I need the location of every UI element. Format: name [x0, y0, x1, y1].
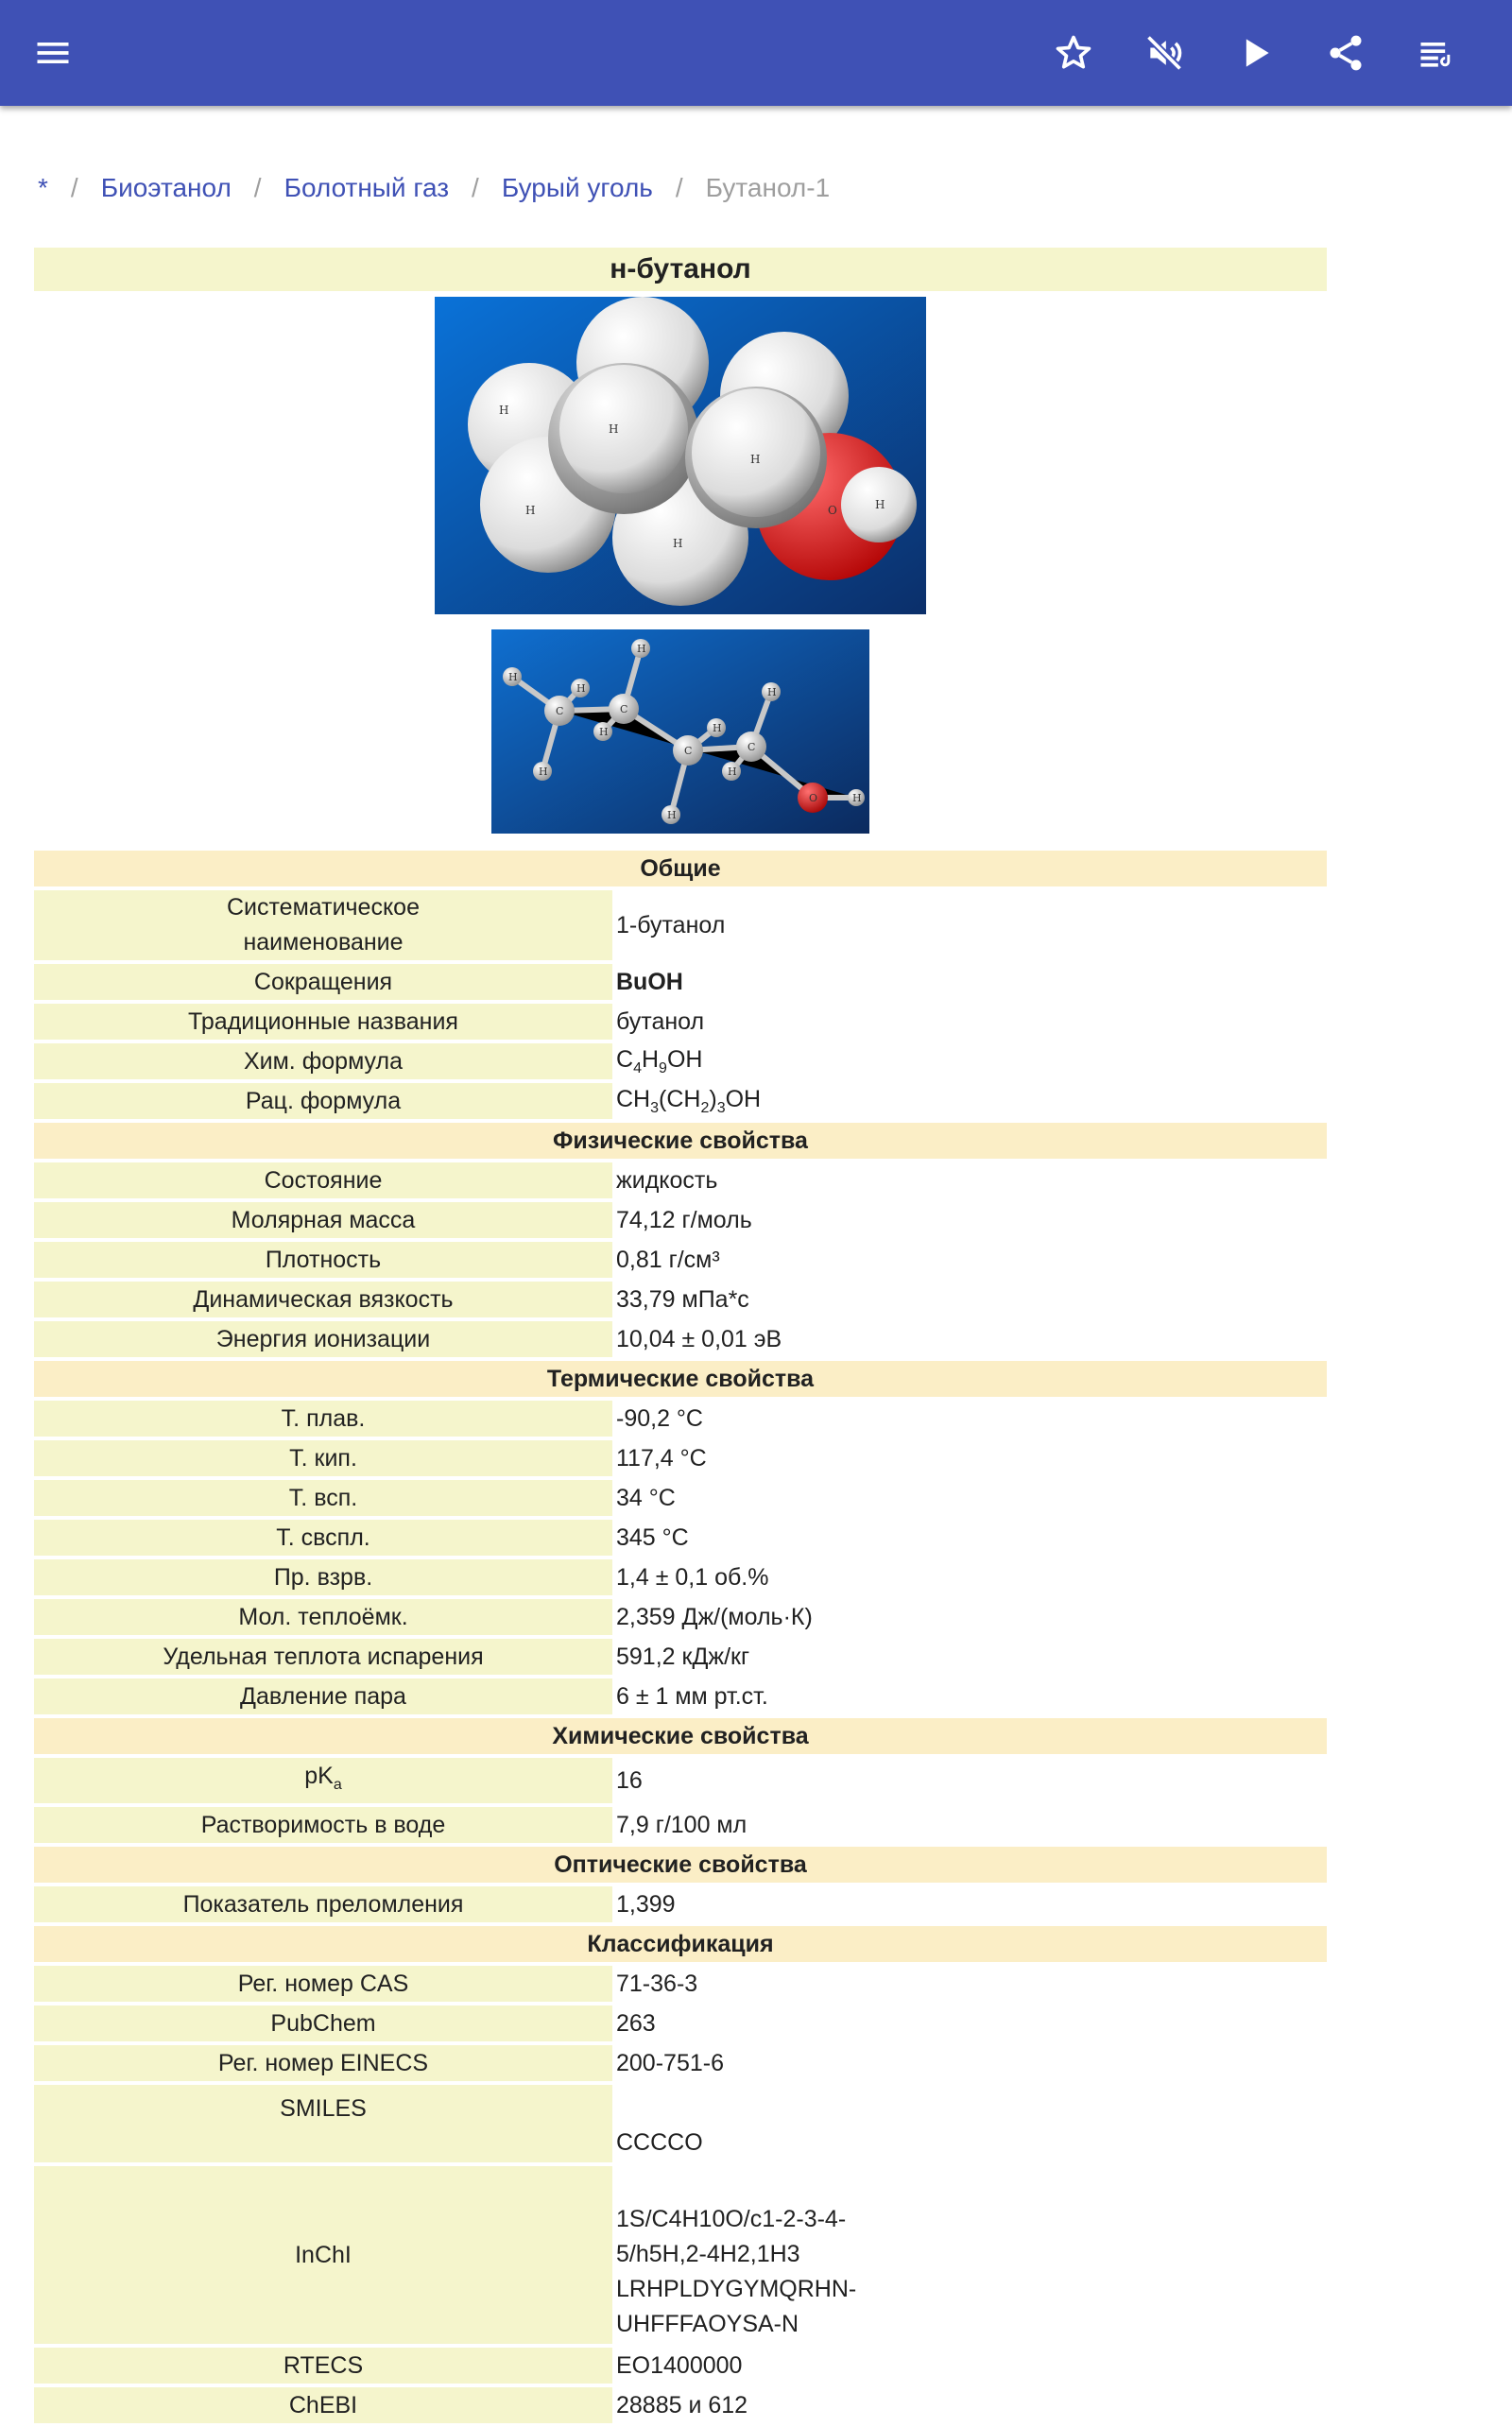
- molar-mass-value: 74,12 г/моль: [612, 1202, 1327, 1238]
- section-optical: Оптические свойства: [34, 1847, 1327, 1883]
- solubility-label: Растворимость в воде: [34, 1807, 612, 1843]
- traditional-names-label: Традиционные названия: [34, 1004, 612, 1040]
- breadcrumb-bioethanol[interactable]: Биоэтанол: [100, 173, 232, 202]
- menu-icon[interactable]: [26, 26, 79, 79]
- svg-text:H: H: [767, 686, 777, 698]
- svg-text:O: O: [809, 792, 818, 804]
- state-label: Состояние: [34, 1162, 612, 1198]
- table-row: [34, 1559, 1327, 1595]
- table-row: [34, 1004, 1327, 1040]
- table-row: [34, 2005, 1327, 2041]
- svg-text:C: C: [620, 703, 628, 715]
- space-filling-model-image[interactable]: [435, 297, 926, 614]
- svg-text:H: H: [539, 766, 548, 778]
- table-row: [34, 1886, 1327, 1922]
- svg-text:C: C: [684, 745, 693, 757]
- breadcrumb: [38, 166, 830, 210]
- table-row: [34, 2045, 1327, 2081]
- svg-text:H: H: [599, 726, 609, 738]
- abbreviations-value: BuOH: [612, 964, 1327, 1000]
- section-chemical: Химические свойства: [34, 1718, 1327, 1754]
- svg-text:H: H: [728, 766, 737, 778]
- svg-text:H: H: [750, 453, 761, 466]
- table-row: [34, 1242, 1327, 1278]
- ionization-energy-label: Энергия ионизации: [34, 1321, 612, 1357]
- vaporization-heat-label: Удельная теплота испарения: [34, 1639, 612, 1675]
- table-row: [34, 890, 1327, 960]
- share-icon[interactable]: [1319, 26, 1372, 79]
- svg-text:H: H: [508, 671, 518, 683]
- ionization-energy-value: 10,04 ± 0,01 эВ: [612, 1321, 1327, 1357]
- properties-table: [34, 847, 1327, 2427]
- breadcrumb-separator: /: [253, 173, 262, 202]
- boiling-point-value: 117,4 °C: [612, 1440, 1327, 1476]
- star-icon[interactable]: [1047, 26, 1100, 79]
- vaporization-heat-value: 591,2 кДж/кг: [612, 1639, 1327, 1675]
- table-row: [34, 1043, 1327, 1079]
- rtecs-value: EO1400000: [612, 2348, 1327, 2384]
- inchi-label: InChI: [34, 2166, 612, 2344]
- play-icon[interactable]: [1228, 26, 1281, 79]
- svg-text:H: H: [713, 722, 722, 734]
- table-row: [34, 1966, 1327, 2002]
- svg-text:H: H: [875, 498, 885, 511]
- breadcrumb-separator: /: [70, 173, 78, 202]
- breadcrumb-separator: /: [472, 173, 479, 202]
- svg-text:H: H: [673, 537, 683, 550]
- table-row: [34, 2348, 1327, 2384]
- vapor-pressure-value: 6 ± 1 мм рт.ст.: [612, 1678, 1327, 1714]
- systematic-name-value: 1-бутанол: [612, 890, 1327, 960]
- table-row: [34, 1401, 1327, 1437]
- refractive-index-value: 1,399: [612, 1886, 1327, 1922]
- molar-mass-label: Молярная масса: [34, 1202, 612, 1238]
- rtecs-label: RTECS: [34, 2348, 612, 2384]
- autoignition-label: Т. свспл.: [34, 1520, 612, 1556]
- volume-off-icon[interactable]: [1138, 26, 1191, 79]
- einecs-value: 200-751-6: [612, 2045, 1327, 2081]
- table-row: [34, 2166, 1327, 2344]
- table-row: [34, 1807, 1327, 1843]
- explosive-limits-value: 1,4 ± 0,1 об.%: [612, 1559, 1327, 1595]
- flash-point-value: 34 °C: [612, 1480, 1327, 1516]
- breadcrumb-current: Бутанол-1: [705, 173, 831, 202]
- pubchem-label: PubChem: [34, 2005, 612, 2041]
- svg-text:H: H: [637, 643, 646, 655]
- pka-value: 16: [612, 1758, 1327, 1803]
- melting-point-label: Т. плав.: [34, 1401, 612, 1437]
- cas-label: Рег. номер CAS: [34, 1966, 612, 2002]
- breadcrumb-marsh-gas[interactable]: Болотный газ: [284, 173, 450, 202]
- breadcrumb-brown-coal[interactable]: Бурый уголь: [501, 173, 653, 202]
- inchi-value: 1S/C4H10O/c1-2-3-4- 5/h5H,2-4H2,1H3 LRHPLDYGYMQRHN- UHFFFAOYSA-N: [612, 2166, 1327, 2344]
- flash-point-label: Т. всп.: [34, 1480, 612, 1516]
- rational-formula-value: $CH_3(CH_2)_3OH$: [612, 1083, 1327, 1119]
- smiles-label: SMILES: [34, 2085, 612, 2162]
- traditional-names-value: бутанол: [612, 1004, 1327, 1040]
- viscosity-label: Динамическая вязкость: [34, 1282, 612, 1317]
- boiling-point-label: Т. кип.: [34, 1440, 612, 1476]
- table-row: [34, 1480, 1327, 1516]
- table-row: [34, 1282, 1327, 1317]
- infobox-title: н-бутанол: [34, 248, 1327, 291]
- heat-capacity-value: 2,359 Дж/(моль·К): [612, 1599, 1327, 1635]
- chem-formula-value: $C_4H_9OH$: [612, 1043, 1327, 1079]
- table-row: [34, 1639, 1327, 1675]
- breadcrumb-separator: /: [675, 173, 683, 202]
- viscosity-value: 33,79 мПа*с: [612, 1282, 1327, 1317]
- svg-text:H: H: [667, 809, 677, 821]
- table-row: [34, 1599, 1327, 1635]
- table-row: [34, 1520, 1327, 1556]
- svg-text:H: H: [499, 404, 509, 417]
- section-classification: Классификация: [34, 1926, 1327, 1962]
- table-row: [34, 1162, 1327, 1198]
- svg-text:H: H: [852, 792, 862, 804]
- playlist-icon[interactable]: [1410, 26, 1463, 79]
- pubchem-value: 263: [612, 2005, 1327, 2041]
- heat-capacity-label: Мол. теплоёмк.: [34, 1599, 612, 1635]
- chebi-label: ChEBI: [34, 2387, 612, 2423]
- systematic-name-label: Систематическое наименование: [34, 890, 612, 960]
- ball-and-stick-model-image[interactable]: [491, 629, 869, 834]
- section-thermal: Термические свойства: [34, 1361, 1327, 1397]
- vapor-pressure-label: Давление пара: [34, 1678, 612, 1714]
- table-row: [34, 2085, 1327, 2162]
- svg-text:H: H: [525, 504, 536, 517]
- density-label: Плотность: [34, 1242, 612, 1278]
- melting-point-value: -90,2 °C: [612, 1401, 1327, 1437]
- pka-label: $pK_a$: [34, 1758, 612, 1803]
- explosive-limits-label: Пр. взрв.: [34, 1559, 612, 1595]
- svg-text:C: C: [747, 741, 756, 753]
- svg-text:O: O: [828, 504, 837, 517]
- state-value: жидкость: [612, 1162, 1327, 1198]
- chem-formula-label: Хим. формула: [34, 1043, 612, 1079]
- table-row: [34, 1321, 1327, 1357]
- rational-formula-label: Рац. формула: [34, 1083, 612, 1119]
- autoignition-value: 345 °C: [612, 1520, 1327, 1556]
- svg-text:H: H: [609, 422, 619, 436]
- table-row: [34, 1758, 1327, 1803]
- table-row: [34, 1440, 1327, 1476]
- solubility-value: 7,9 г/100 мл: [612, 1807, 1327, 1843]
- table-row: [34, 1202, 1327, 1238]
- cas-value: 71-36-3: [612, 1966, 1327, 2002]
- einecs-label: Рег. номер EINECS: [34, 2045, 612, 2081]
- table-row: [34, 964, 1327, 1000]
- refractive-index-label: Показатель преломления: [34, 1886, 612, 1922]
- svg-text:H: H: [576, 682, 586, 695]
- table-row: [34, 1678, 1327, 1714]
- chebi-value: 28885 и 612: [612, 2387, 1327, 2423]
- density-value: 0,81 г/см³: [612, 1242, 1327, 1278]
- breadcrumb-home[interactable]: *: [38, 173, 48, 202]
- smiles-value: CCCCO: [612, 2085, 1327, 2162]
- infobox: [34, 248, 1327, 2418]
- table-row: [34, 1083, 1327, 1119]
- app-bar: [0, 0, 1512, 106]
- svg-text:C: C: [556, 705, 564, 717]
- section-physical: Физические свойства: [34, 1123, 1327, 1159]
- abbreviations-label: Сокращения: [34, 964, 612, 1000]
- section-general: Общие: [34, 851, 1327, 886]
- table-row: [34, 2387, 1327, 2423]
